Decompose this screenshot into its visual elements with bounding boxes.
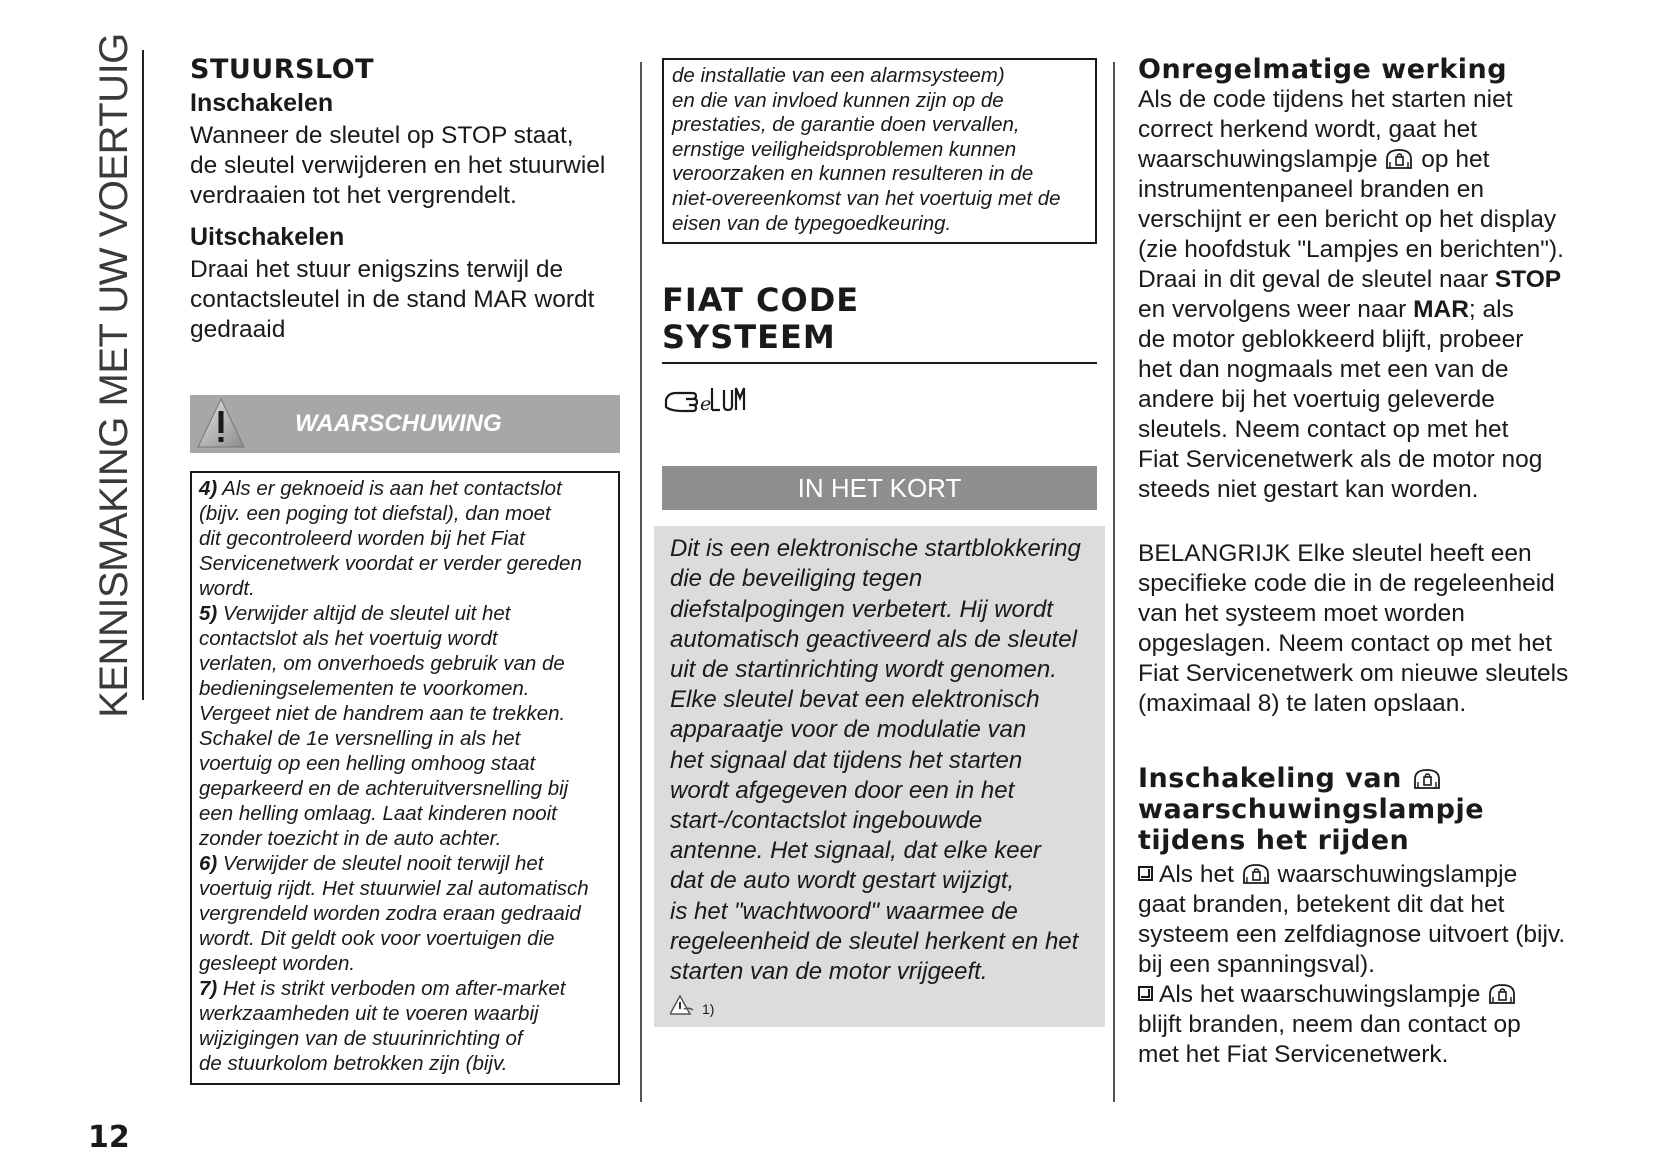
side-divider (142, 50, 144, 700)
small-warning-icon (670, 993, 698, 1017)
heading-irregular-operation: Onregelmatige werking (1138, 54, 1508, 85)
checkbox-bullet-icon (1138, 866, 1153, 881)
continued-text: de installatie van een alarmsysteem) en die van invloed kunnen zijn op de prestaties, de garantie doen vervallen, ernstige veiligheidsproblemen kunnen veroorzaken en kunnen resulteren in de niet-overeenkomst van het voertuig met de eisen van de typegoedkeuring. (672, 64, 1061, 235)
column-divider-2 (1113, 62, 1115, 1102)
note-7: 7) Het is strikt verboden om after-market werkzaamheden uit te voeren waarbij wijzigingen van de stuurinrichting of de stuurkolom betrokken zijn (bijv. (199, 977, 566, 1075)
column-2 (662, 58, 1097, 1027)
disengage-text: Draai het stuur enigszins terwijl de contactsleutel in de stand MAR wordt gedraaid (190, 256, 595, 343)
summary-label: IN HET KORT (797, 472, 962, 503)
warning-banner (190, 395, 620, 453)
irregular-operation-text: Als de code tijdens het starten niet correct herkend wordt, gaat het waarschuwingslampje op het instrumentenpaneel branden en verschijnt er een bericht op het display (zie hoofdstuk "Lampjes en berichten"). Draai in dit geval de sleutel naar STOP en vervolgens weer naar MAR; als de motor geblokkeerd blijft, probeer het dan nogmaals met een van de andere bij het voertuig geleverde sleutels. Neem contact op met het Fiat Servicenetwerk als de motor nog steeds niet gestart kan worden. (1138, 86, 1564, 503)
bullet-lamp-on: Als het waarschuwingslampje gaat branden, betekent dit dat het systeem een zelfdiagnose uitvoert (bijv. bij een spanningsval). (1138, 861, 1566, 978)
heading-lamp-while-driving: Inschakeling van waarschuwingslampje tijdens het rijden (1138, 763, 1485, 856)
chapter-title-text: KENNISMAKING MET UW VOERTUIG (91, 32, 136, 718)
chapter-side-title (88, 32, 140, 718)
column-1 (190, 54, 620, 1085)
column-divider-1 (640, 62, 642, 1102)
warning-notes-box (190, 471, 620, 1085)
page-number: 12 (88, 1120, 130, 1155)
summary-panel (654, 526, 1105, 1027)
warning-label: WAARSCHUWING (295, 410, 502, 437)
warning-notes-continued (662, 58, 1097, 244)
immobilizer-warning-lamp-icon (1412, 767, 1442, 791)
column-3 (1138, 54, 1578, 1070)
heading-stuurslot: STUURSLOT (190, 54, 375, 85)
checkbox-bullet-icon (1138, 986, 1153, 1001)
reference-number: 1) (702, 1001, 715, 1018)
svg-text:e: e (700, 393, 712, 416)
note-5: 5) Verwijder altijd de sleutel uit het contactslot als het voertuig wordt verlaten, om onverhoeds gebruik van de bedieningselementen te voorkomen. Vergeet niet de handrem aan te trekken. Schakel de 1e versnelling in als het voertuig op een helling omhoog staat geparkeerd en de achteruitversnelling bij een helling omlaag. Laat kinderen nooit zonder toezicht in de auto achter. (199, 602, 569, 850)
note-6: 6) Verwijder de sleutel nooit terwijl het voertuig rijdt. Het stuurwiel zal automatisch vergrendeld worden zodra eraan gedraaid wordt. Dit geldt ook voor voertuigen die gesleept worden. (199, 852, 589, 975)
subheading-disengage: Uitschakelen (190, 223, 345, 251)
immobilizer-warning-lamp-icon (1384, 147, 1414, 171)
summary-banner (662, 466, 1097, 510)
summary-text: Dit is een elektronische startblokkering die de beveiliging tegen diefstalpogingen verbetert. Hij wordt automatisch geactiveerd als de sleutel uit de startinrichting wordt genomen. Elke sleutel bevat een elektronisch apparaatje voor de modulatie van het signaal dat tijdens het starten wordt afgegeven door een in het start-/contactslot ingebouwde antenne. Het signaal, dat elke keer dat de auto wordt gestart wijzigt, is het "wachtwoord" waarmee de regeleenheid de sleutel herkent en het starten van de motor vrijgeeft. (670, 535, 1081, 985)
bullet-lamp-stays-on: Als het waarschuwingslampje blijft branden, neem dan contact op met het Fiat Servicenetwerk. (1138, 981, 1521, 1068)
engage-text: Wanneer de sleutel op STOP staat, de sleutel verwijderen en het stuurwiel verdraaien tot het vergrendelt. (190, 122, 606, 209)
section-title-rule (662, 362, 1097, 364)
section-title-fiat-code: FIAT CODE SYSTEEM (662, 281, 860, 357)
immobilizer-warning-lamp-icon (1241, 862, 1271, 886)
subheading-engage: Inschakelen (190, 89, 334, 117)
immobilizer-warning-lamp-icon (1487, 982, 1517, 1006)
note-4: 4) Als er geknoeid is aan het contactslot (bijv. een poging tot diefstal), dan moet dit gecontroleerd worden bij het Fiat Servicenetwerk voordat er verder gereden wordt. (199, 477, 582, 600)
reference-note (670, 993, 1091, 1017)
warning-triangle-icon (196, 397, 246, 451)
important-note-text: BELANGRIJK Elke sleutel heeft een specifieke code die in de regeleenheid van het systeem moet worden opgeslagen. Neem contact op met het Fiat Servicenetwerk om nieuwe sleutels (maximaal 8) te laten opslaan. (1138, 540, 1569, 717)
elum-pointing-hand-icon (662, 376, 752, 416)
